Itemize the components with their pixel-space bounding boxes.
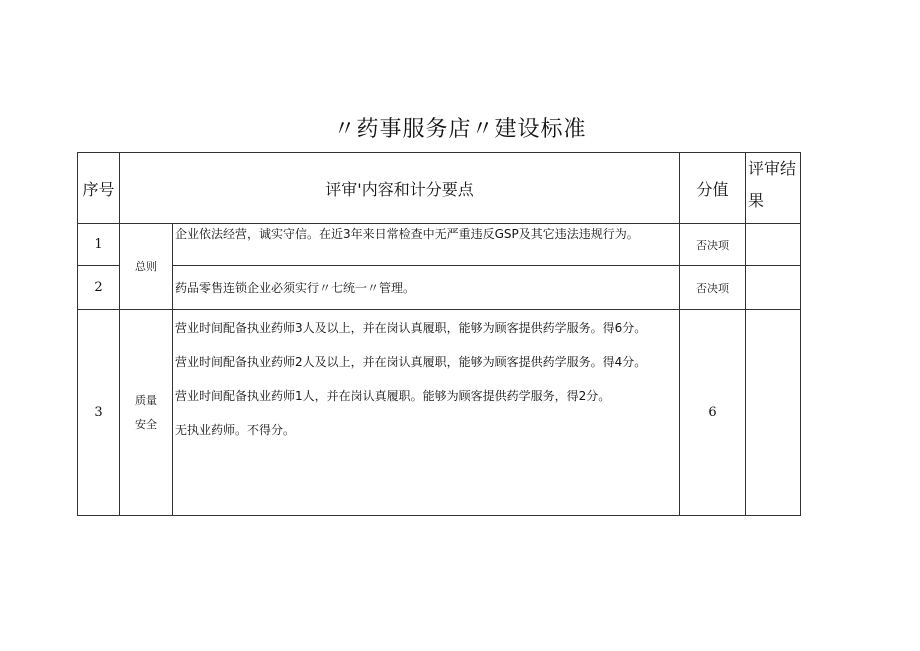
- category-cell: [120, 310, 173, 516]
- page-title: 〃药事服务店〃建设标准: [333, 117, 587, 142]
- score-cell: 否决项: [680, 266, 746, 310]
- row-number: 2: [78, 266, 120, 310]
- content-cell: [173, 310, 680, 516]
- header-result: 评审结果: [746, 153, 801, 224]
- header-content: 评审'内容和计分要点: [120, 153, 680, 224]
- scoring-item: 营业时间配备执业药师3人及以上，并在岗认真履职，能够为顾客提供药学服务。得6分。: [175, 321, 647, 335]
- standards-table: [77, 152, 801, 516]
- scoring-item: 营业时间配备执业药师2人及以上，并在岗认真履职，能够为顾客提供药学服务。得4分。: [175, 355, 647, 369]
- table-row: [78, 310, 801, 516]
- row-number: 1: [78, 224, 120, 266]
- table-header-row: [78, 153, 801, 224]
- result-cell: [746, 266, 801, 310]
- header-score: 分值: [680, 153, 746, 224]
- score-cell: 6: [680, 310, 746, 516]
- table-row: [78, 266, 801, 310]
- content-cell: 企业依法经营，诚实守信。在近3年来日常检查中无严重违反GSP及其它违法违规行为。: [173, 224, 680, 266]
- header-seq: 序号: [78, 153, 120, 224]
- category-label: 质量安全: [135, 393, 157, 431]
- table-row: [78, 224, 801, 266]
- scoring-item: 营业时间配备执业药师1人，并在岗认真履职。能够为顾客提供药学服务，得2分。: [175, 389, 611, 403]
- category-cell: 总则: [120, 224, 173, 310]
- result-cell: [746, 224, 801, 266]
- content-cell: 药品零售连锁企业必须实行〃七统一〃管理。: [173, 266, 680, 310]
- score-cell: 否决项: [680, 224, 746, 266]
- scoring-item: 无执业药师。不得分。: [175, 423, 296, 437]
- result-cell: [746, 310, 801, 516]
- row-number: 3: [78, 310, 120, 516]
